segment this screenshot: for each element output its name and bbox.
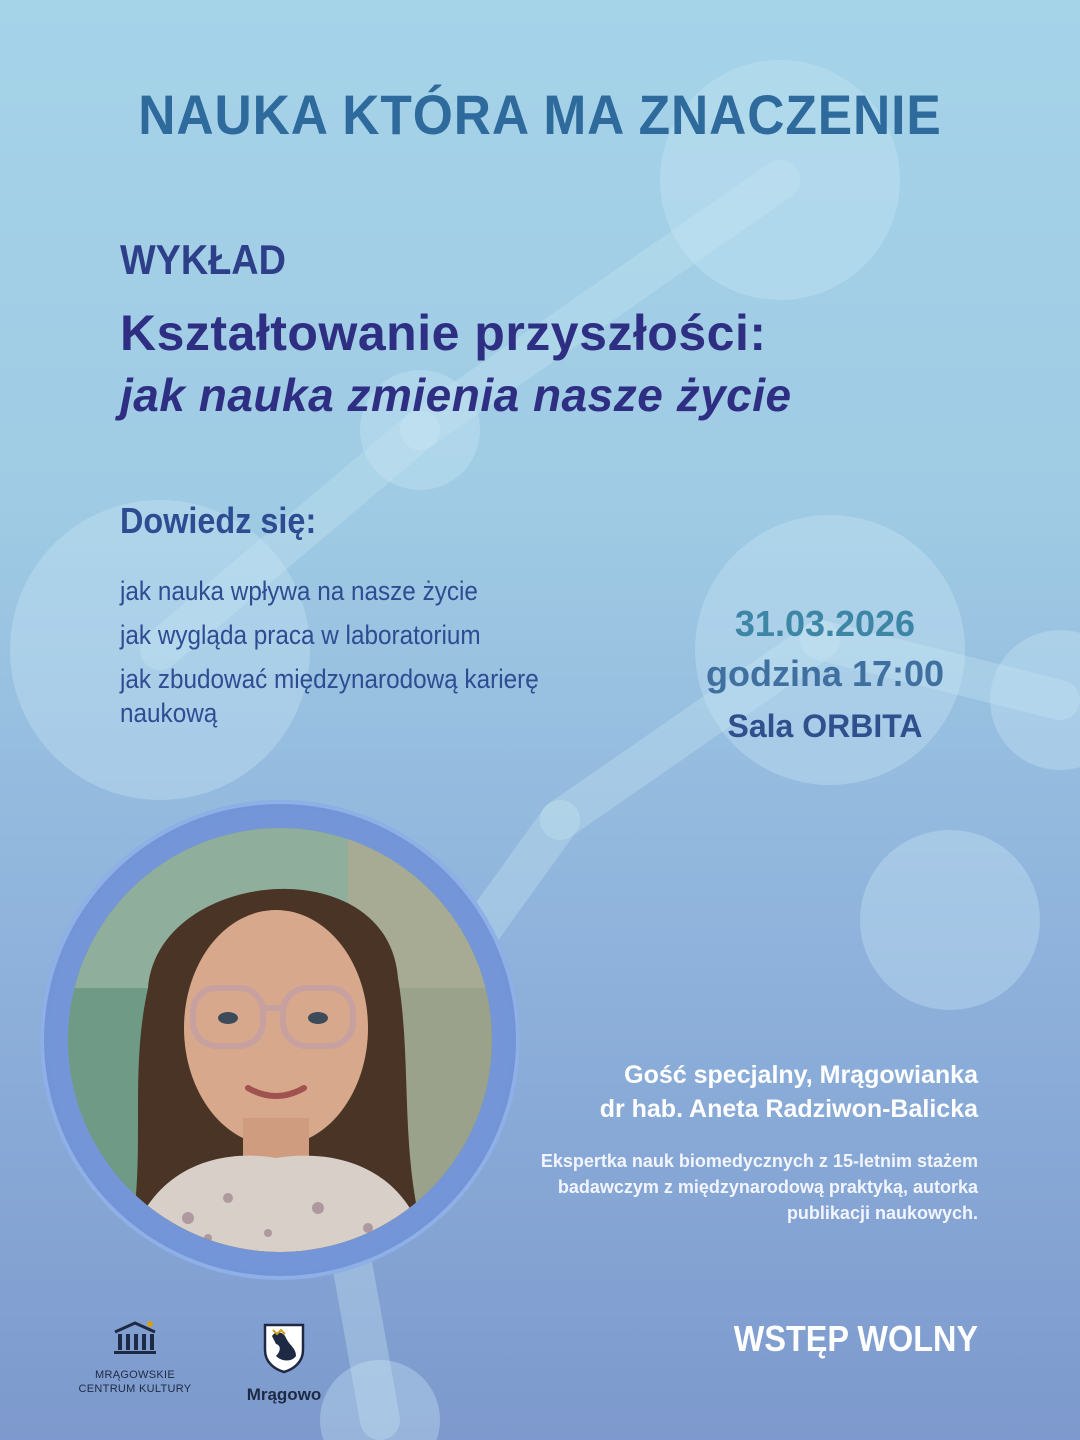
guest-block	[540, 1058, 978, 1226]
list-item: jak zbudować międzynarodową karierę naukową	[120, 664, 539, 728]
event-time: godzina 17:00	[705, 653, 945, 694]
city-crest-icon	[262, 1322, 306, 1374]
guest-portrait-illustration	[68, 828, 492, 1252]
mck-name-line2: CENTRUM KULTURY	[78, 1383, 192, 1395]
guest-description: Ekspertka nauk biomedycznych z 15-letnim stażem badawczym z międzynarodową praktyką, autorka publikacji naukowych.	[540, 1151, 978, 1223]
learn-heading: Dowiedz się:	[120, 500, 317, 541]
mck-logo	[70, 1320, 200, 1396]
guest-intro: Gość specjalny, Mrągowianka	[624, 1061, 978, 1089]
poster-headline: NAUKA KTÓRA MA ZNACZENIE	[138, 83, 942, 146]
free-entry: WSTĘP WOLNY	[733, 1318, 978, 1359]
list-item: jak wygląda praca w laboratorium	[120, 620, 481, 650]
mck-name-line1: MRĄGOWSKIE	[94, 1369, 175, 1381]
guest-name: dr hab. Aneta Radziwon-Balicka	[599, 1095, 978, 1123]
lecture-label: WYKŁAD	[120, 236, 286, 283]
lecture-title: Kształtowanie przyszłości:	[120, 305, 767, 361]
building-icon	[112, 1320, 158, 1356]
event-info	[680, 600, 970, 752]
learn-list	[120, 574, 600, 740]
event-room: Sala ORBITA	[727, 708, 923, 744]
list-item: jak nauka wpływa na nasze życie	[120, 576, 478, 606]
city-name: Mrągowo	[246, 1385, 322, 1404]
lecture-subtitle: jak nauka zmienia nasze życie	[120, 369, 792, 421]
city-logo	[232, 1322, 336, 1405]
guest-photo	[68, 828, 492, 1252]
event-date: 31.03.2026	[734, 603, 916, 644]
